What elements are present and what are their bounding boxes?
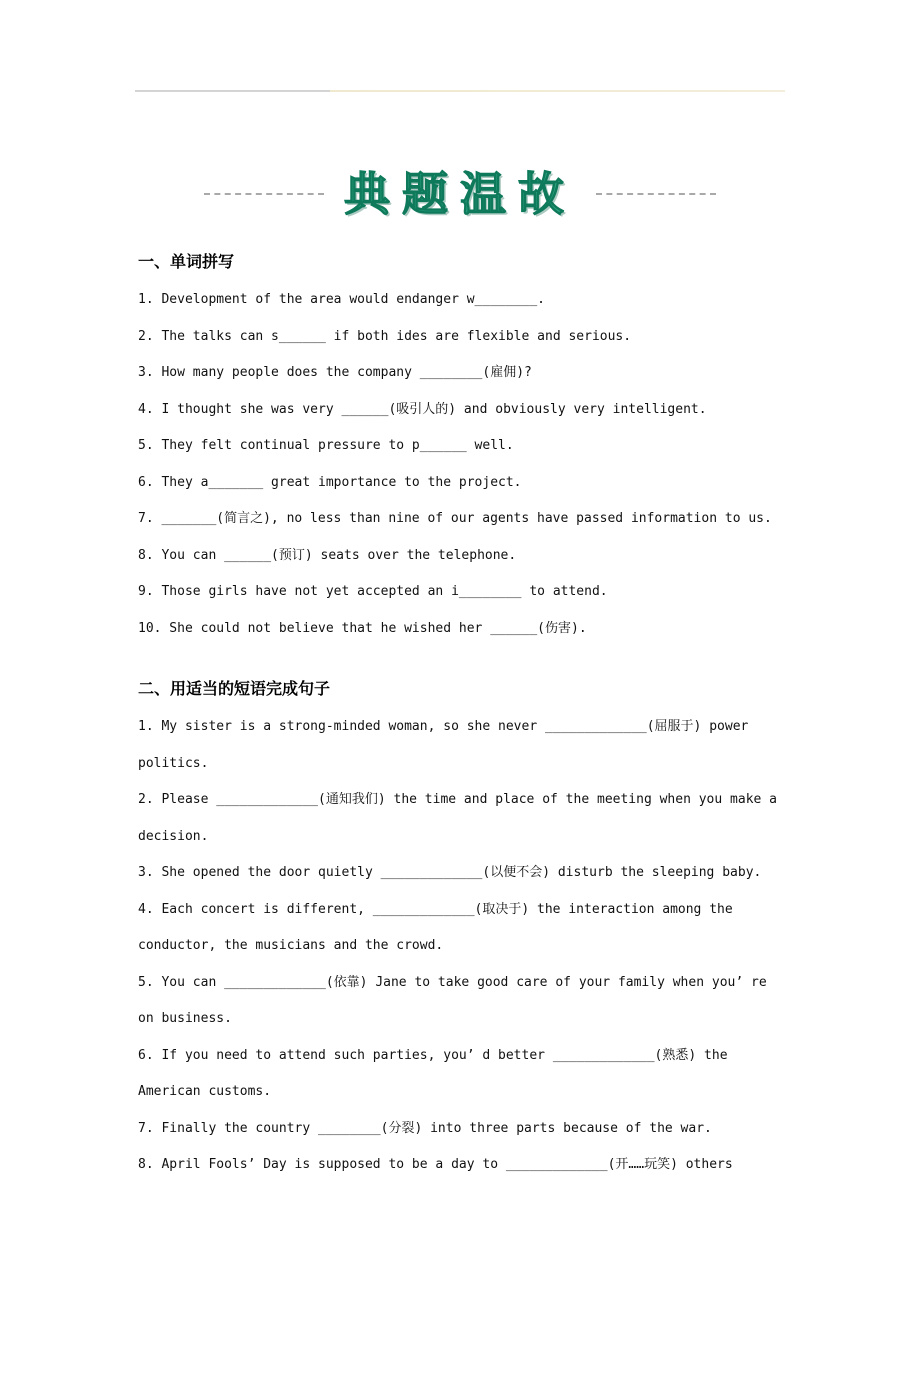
section2-items: [138, 709, 790, 1184]
section2-heading: 二、用适当的短语完成句子: [138, 681, 331, 699]
exercise-item-1-5: 5. They felt continual pressure to p______ well.: [138, 438, 514, 454]
exercise-item-1-6: 6. They a_______ great importance to the project.: [138, 474, 522, 490]
title-dash-right: [596, 193, 716, 195]
title-dash-left: [204, 193, 324, 195]
title-row: [0, 170, 920, 218]
exercise-item-2-8: 8. April Fools’ Day is supposed to be a day to _____________(开……玩笑) others: [138, 1157, 733, 1173]
worksheet-page: [0, 90, 920, 1392]
section1-items: [138, 282, 790, 647]
exercise-item-1-1: 1. Development of the area would endanger w________.: [138, 292, 545, 308]
exercise-item-2-6: 6. If you need to attend such parties, you’ d better _____________(熟悉) the American customs.: [138, 1047, 728, 1100]
exercise-item-1-9: 9. Those girls have not yet accepted an i________ to attend.: [138, 584, 608, 600]
exercise-item-2-7: 7. Finally the country ________(分裂) into three parts because of the war.: [138, 1120, 712, 1136]
exercise-item-2-3: 3. She opened the door quietly _____________(以便不会) disturb the sleeping baby.: [138, 865, 762, 881]
section1-heading: 一、单词拼写: [138, 254, 235, 272]
worksheet-content: [0, 252, 920, 1244]
exercise-item-1-3: 3. How many people does the company ________(雇佣)?: [138, 365, 532, 381]
exercise-item-2-5: 5. You can _____________(依靠) Jane to take good care of your family when you’ re on business.: [138, 974, 767, 1027]
page-title: 典题温故: [344, 168, 576, 220]
exercise-item-1-7: 7. _______(简言之), no less than nine of our agents have passed information to us.: [138, 511, 772, 527]
exercise-item-1-2: 2. The talks can s______ if both ides are flexible and serious.: [138, 328, 632, 344]
exercise-item-2-1: 1. My sister is a strong-minded woman, so she never _____________(屈服于) power politics.: [138, 719, 749, 771]
exercise-item-2-4: 4. Each concert is different, _____________(取决于) the interaction among the conductor, the musicians and the crowd.: [138, 901, 733, 954]
exercise-item-1-4: 4. I thought she was very ______(吸引人的) and obviously very intelligent.: [138, 401, 707, 417]
exercise-item-1-10: 10. She could not believe that he wished her ______(伤害).: [138, 620, 587, 636]
exercise-item-1-8: 8. You can ______(预订) seats over the telephone.: [138, 547, 517, 563]
top-divider: [135, 90, 785, 92]
exercise-item-2-2: 2. Please _____________(通知我们) the time and place of the meeting when you make a decision.: [138, 792, 777, 844]
